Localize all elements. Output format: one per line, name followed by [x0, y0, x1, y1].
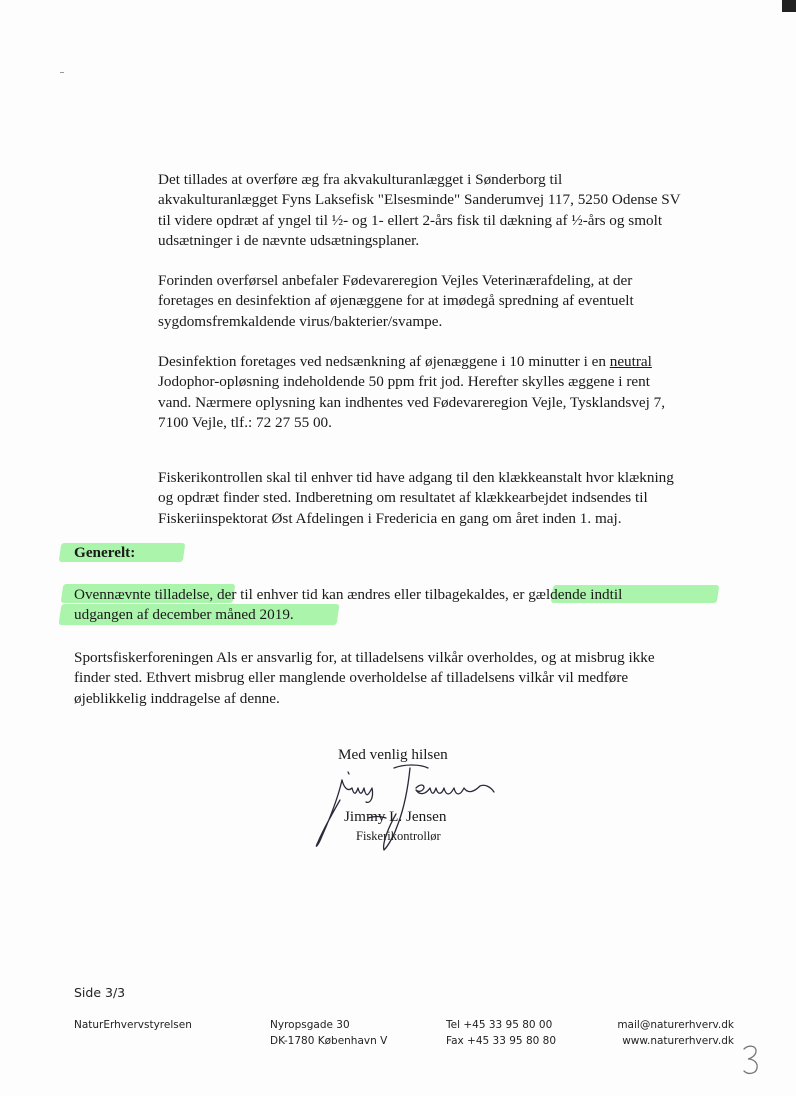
org-name: NaturErhvervstyrelsen [74, 1019, 192, 1031]
text-segment: Desinfektion foretages ved nedsænkning af øjenæggene i 10 minutter i en [158, 353, 610, 370]
underlined-word: neutral [609, 353, 652, 370]
text-line: udsætninger i de nævnte udsætningsplaner. [158, 232, 420, 250]
text-line: Forinden overførsel anbefaler Fødevareregion Vejles Veterinærafdeling, at der [158, 272, 633, 289]
paragraph-responsibility [74, 648, 655, 709]
footer-organization [74, 1017, 192, 1033]
telephone: Tel +45 33 95 80 00 [446, 1019, 553, 1031]
handwritten-page-mark [740, 1043, 762, 1077]
text-line: og opdræt finder sted. Indberetning om resultatet af klækkearbejdet indsendes til [158, 489, 648, 507]
footer-phone [446, 1017, 556, 1049]
closing-greeting: Med venlig hilsen [338, 746, 448, 763]
text-line: Jodophor-opløsning indeholdende 50 ppm frit jod. Herefter skylles æggene i rent [158, 373, 650, 391]
section-heading-general: Generelt: [74, 544, 136, 561]
scan-corner-mark [782, 0, 796, 12]
text-line: Det tillades at overføre æg fra akvakulturanlægget i Sønderborg til [158, 171, 563, 188]
text-line: Fiskeriinspektorat Øst Afdelingen i Fredericia en gang om året inden 1. maj. [158, 509, 622, 527]
paragraph-validity [74, 585, 622, 625]
website: www.naturerhverv.dk [622, 1035, 734, 1047]
address-street: Nyropsgade 30 [270, 1019, 350, 1031]
address-city: DK-1780 København V [270, 1035, 388, 1047]
scan-speck [60, 72, 64, 73]
text-line: foretages en desinfektion af øjenæggene for at imødegå spredning af eventuelt [158, 292, 634, 310]
text-line: vand. Nærmere oplysning kan indhentes ved Fødevareregion Vejle, Tysklandsvej 7, [158, 393, 666, 411]
page-number: Side 3/3 [74, 985, 126, 1000]
paragraph-disinfection-advice [158, 271, 634, 332]
signatory-title: Fiskerikontrollør [356, 829, 441, 843]
text-line [158, 352, 665, 372]
text-line: til videre opdræt af yngel til ½- og 1- ellert 2-års fisk til dækning af ½-års og smolt [158, 211, 663, 229]
footer-address [270, 1017, 387, 1049]
text-line: 7100 Vejle, tlf.: 72 27 55 00. [158, 414, 332, 432]
text-line: Fiskerikontrollen skal til enhver tid have adgang til den klækkeanstalt hvor klækning [158, 469, 674, 486]
paragraph-transfer-permit [158, 170, 681, 252]
text-line: sygdomsfremkaldende virus/bakterier/svampe. [158, 312, 443, 330]
text-line: akvakulturanlægget Fyns Laksefisk "Elsesminde" Sanderumvej 117, 5250 Odense SV [158, 191, 681, 209]
paragraph-disinfection-procedure [158, 352, 665, 434]
text-line: Sportsfiskerforeningen Als er ansvarlig for, at tilladelsens vilkår overholdes, og at misbrug ikke [74, 649, 655, 666]
paragraph-inspection-access [158, 468, 674, 529]
signatory-name: Jimmy L. Jensen [344, 808, 447, 825]
footer-contact [617, 1017, 734, 1049]
text-line: finder sted. Ethvert misbrug eller manglende overholdelse af tilladelsens vilkår vil medføre [74, 669, 629, 687]
text-line: Ovennævnte tilladelse, der til enhver tid kan ændres eller tilbagekaldes, er gældende indtil [74, 586, 623, 603]
text-line: øjeblikkelig inddragelse af denne. [74, 689, 280, 707]
text-line: udgangen af december måned 2019. [74, 606, 294, 623]
email-address: mail@naturerhverv.dk [617, 1019, 734, 1031]
fax: Fax +45 33 95 80 80 [446, 1035, 557, 1047]
